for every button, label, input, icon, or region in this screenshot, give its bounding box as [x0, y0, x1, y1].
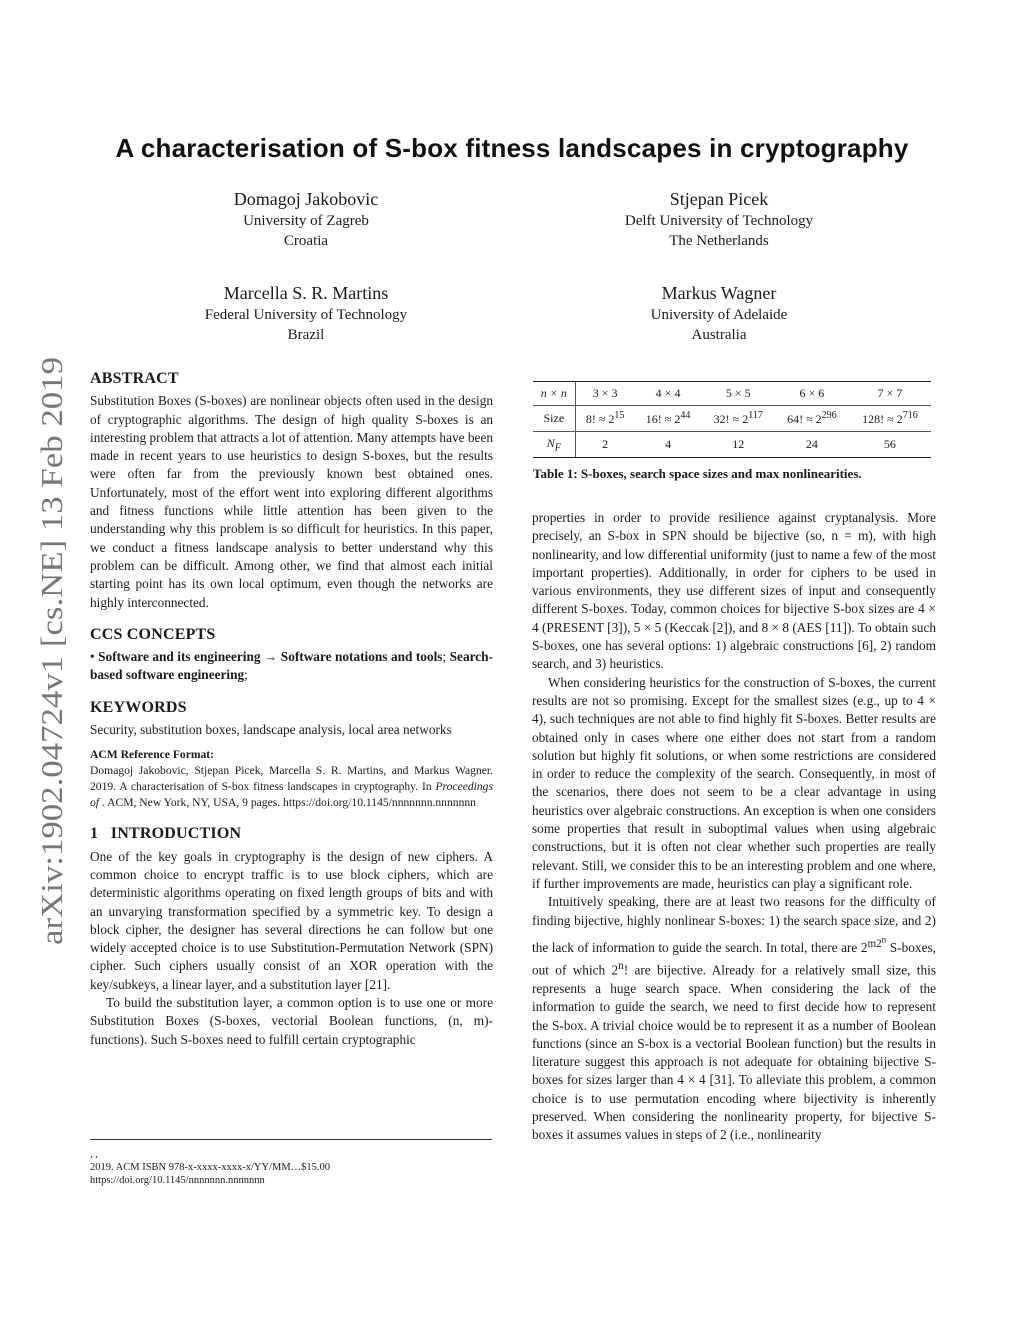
- nf-label: N: [546, 436, 555, 450]
- size-value: 64! ≈ 2: [787, 412, 822, 426]
- body-paragraph: [532, 893, 936, 1144]
- left-column: [90, 370, 493, 1049]
- author-affiliation: University of Zagreb: [243, 213, 369, 229]
- table-cell: [702, 406, 775, 432]
- table-cell: 2: [575, 432, 634, 458]
- author-country: Australia: [691, 327, 747, 343]
- size-exponent: 117: [748, 410, 763, 421]
- ccs-concepts: [90, 648, 493, 685]
- table-cell: [575, 406, 634, 432]
- table-cell: 56: [849, 432, 931, 458]
- nf-subscript: F: [554, 442, 561, 454]
- abstract-heading: ABSTRACT: [90, 370, 179, 387]
- table-caption: Table 1: S-boxes, search space sizes and max nonlinearities.: [533, 466, 862, 482]
- reference-proceedings: Proceedings of: [90, 780, 493, 810]
- table-row-label: Size: [533, 406, 575, 432]
- footnote-isbn: 2019. ACM ISBN 978-x-xxxx-xxxx-x/YY/MM…$15.00: [90, 1162, 331, 1173]
- author-country: Croatia: [283, 233, 329, 249]
- introduction-heading: 1 INTRODUCTION: [90, 825, 242, 843]
- footnote-line: , ,: [90, 1149, 98, 1160]
- author-country: The Netherlands: [669, 233, 769, 249]
- table-cell: 12: [702, 432, 775, 458]
- ccs-end: ;: [244, 667, 248, 683]
- author-block: [136, 281, 476, 345]
- exponent: n: [618, 960, 624, 973]
- table-header-row: [533, 382, 931, 406]
- ccs-concept-1: Software and its engineering → Software notations and tools: [98, 649, 443, 665]
- ccs-heading: CCS CONCEPTS: [90, 625, 216, 643]
- reference-text: [90, 763, 493, 811]
- size-value: 8! ≈ 2: [585, 412, 615, 426]
- exponent-base: m2: [867, 937, 882, 950]
- table-row-size: [533, 406, 931, 432]
- author-affiliation: Delft University of Technology: [624, 213, 814, 229]
- author-affiliation: Federal University of Technology: [204, 307, 408, 323]
- sbox-table: [533, 381, 931, 458]
- author-name: Domagoj Jakobovic: [233, 189, 379, 209]
- reference-text-before: Domagoj Jakobovic, Stjepan Picek, Marcella S. R. Martins, and Markus Wagner. 2019. A characterisation of S-box fitness landscapes in cryptography. In: [90, 764, 493, 794]
- table-cell: 4: [635, 432, 702, 458]
- size-exponent: 716: [902, 410, 918, 421]
- ccs-separator: ;: [442, 649, 450, 665]
- body-paragraph: When considering heuristics for the construction of S-boxes, the current results are not so promising. Except for the smallest sizes (e.g., up to 4 × 4), such techniques are not able to find highly fit S-boxes. Better results are obtained only in cases where one either does not start from a random solution but highly fit solutions, or when some restrictions are considered in order to reduce the complexity of the search. Consequently, in most of the scenarios, there does not seem to be a clear advantage in using heuristics over algebraic constructions. An exception is when one considers some properties that result in suboptimal values when using algebraic constructions, but it is often not clear whether such properties are really relevant. Still, we consider this to be an interesting problem and one where, if further improvements are made, heuristics can play a significant role.: [532, 674, 936, 891]
- footnote-doi: https://doi.org/10.1145/nnnnnnn.nnnnnnn: [90, 1175, 265, 1186]
- size-exponent: 44: [680, 410, 691, 421]
- author-block: [549, 281, 889, 345]
- footnote-rule: [90, 1139, 492, 1140]
- size-value: 16! ≈ 2: [645, 412, 681, 426]
- reference-heading: ACM Reference Format:: [90, 748, 215, 762]
- ccs-bullet: •: [90, 649, 95, 665]
- table-cell: [775, 406, 849, 432]
- right-column: [532, 509, 936, 1145]
- body-text: ! are bijective. Already for a relatively small size, this represents a huge search space. When considering the lack of the information to guide the search, we need to first decide how to represent the S-box. A trivial choice would be to represent it as a number of Boolean functions (since an S-box is a vectorial Boolean function) but the results in literature suggest this approach is not adequate for obtaining bijective S-boxes for sizes larger than 4 × 4 [31]. To alleviate this problem, a common choice is to use permutation encoding where bijectivity is inherently preserved. When considering the nonlinearity property, for bijective S-boxes it assumes values in steps of 2 (i.e., nonlinearity: [532, 962, 937, 1143]
- exponent-sup: n: [881, 933, 887, 944]
- body-text: S-boxes, out of which 2: [532, 939, 936, 978]
- keywords-heading: KEYWORDS: [90, 698, 187, 716]
- arxiv-identifier: [26, 355, 76, 945]
- introduction-paragraph: One of the key goals in cryptography is the design of new ciphers. A common choice to encrypt traffic is to use block ciphers, which are deterministic algorithms operating on fixed length groups of bits and with an unvarying transformation specified by a symmetric key. To design a block cipher, the designer has several directions he can follow but one widely accepted choice is to use Substitution-Permutation Network (SPN) cipher. Such ciphers usually consist of an XOR operation with the key/subkeys, a linear layer, and a substitution layer [21].: [90, 848, 493, 992]
- table-row-label: [533, 432, 575, 458]
- author-country: Brazil: [287, 327, 325, 343]
- table-header-cell: 3 × 3: [575, 382, 634, 406]
- author-name: Stjepan Picek: [669, 189, 769, 209]
- size-exponent: 296: [821, 410, 837, 421]
- table-cell: 24: [775, 432, 849, 458]
- keywords-text: Security, substitution boxes, landscape analysis, local area networks: [90, 722, 452, 738]
- size-value: 128! ≈ 2: [862, 412, 903, 426]
- table-1: [533, 381, 931, 482]
- table-header-cell: n × n: [533, 382, 575, 406]
- arxiv-identifier-text: arXiv:1902.04724v1 [cs.NE] 13 Feb 2019: [34, 421, 69, 945]
- size-value: 32! ≈ 2: [713, 412, 749, 426]
- exponent: [867, 933, 887, 950]
- table-header-cell: 4 × 4: [635, 382, 702, 406]
- author-name: Marcella S. R. Martins: [223, 283, 389, 303]
- body-text: Intuitively speaking, there are at least two reasons for the difficulty of finding bijective, highly nonlinear S-boxes: 1) the search space size, and 2) the lack of information to guide the search. In total, there are 2: [532, 894, 936, 955]
- table-cell: [635, 406, 702, 432]
- author-block: [136, 187, 476, 251]
- table-row-nf: [533, 432, 931, 458]
- introduction-paragraph: To build the substitution layer, a common option is to use one or more Substitution Boxes (S-boxes, vectorial Boolean functions, (n, m)-functions). Such S-boxes need to fulfill certain cryptographic: [90, 995, 493, 1047]
- table-cell: [849, 406, 931, 432]
- ccs-concept-2: Search-based software engineering: [90, 649, 493, 683]
- body-paragraph: properties in order to provide resilience against cryptanalysis. More precisely, an S-box in SPN should be bijective (so, n = m), with high nonlinearity, and low differential uniformity (just to name a few of the most important properties). Additionally, in order for ciphers to be used in various environments, they use different sizes of input and consequently different S-boxes. Today, common choices for bijective S-box sizes are 4 × 4 (PRESENT [3]), 5 × 5 (Keccak [2]), and 8 × 8 (AES [11]). To obtain such S-boxes, one has several options: 1) algebraic constructions [6], 2) random search, and 3) heuristics.: [532, 510, 936, 672]
- author-name: Markus Wagner: [661, 283, 777, 303]
- table-header-cell: 7 × 7: [849, 382, 931, 406]
- reference-text-after: . ACM, New York, NY, USA, 9 pages. https://doi.org/10.1145/nnnnnnn.nnnnnnn: [99, 796, 476, 810]
- author-block: [549, 187, 889, 251]
- abstract-text: Substitution Boxes (S-boxes) are nonlinear objects often used in the design of cryptographic algorithms. The design of high quality S-boxes is an interesting problem that attracts a lot of attention. Many attempts have been made in recent years to use heuristics to design S-boxes, but the results were often far from the previously known best obtained ones. Unfortunately, most of the effort went into exploring different algorithms and fitness functions while little attention has been given to the understanding why this problem is so difficult for heuristics. In this paper, we conduct a fitness landscape analysis to better understand why this problem can be difficult. Among other, we find that almost each initial starting point has its own local optimum, even though the networks are highly interconnected.: [90, 393, 493, 610]
- table-header-cell: 5 × 5: [702, 382, 775, 406]
- size-exponent: 15: [614, 410, 625, 421]
- table-header-cell: 6 × 6: [775, 382, 849, 406]
- footnote: [90, 1148, 492, 1187]
- arxiv-stamp-svg: [26, 355, 76, 945]
- author-affiliation: University of Adelaide: [650, 307, 788, 323]
- paper-title: A characterisation of S-box fitness landscapes in cryptography: [115, 133, 909, 163]
